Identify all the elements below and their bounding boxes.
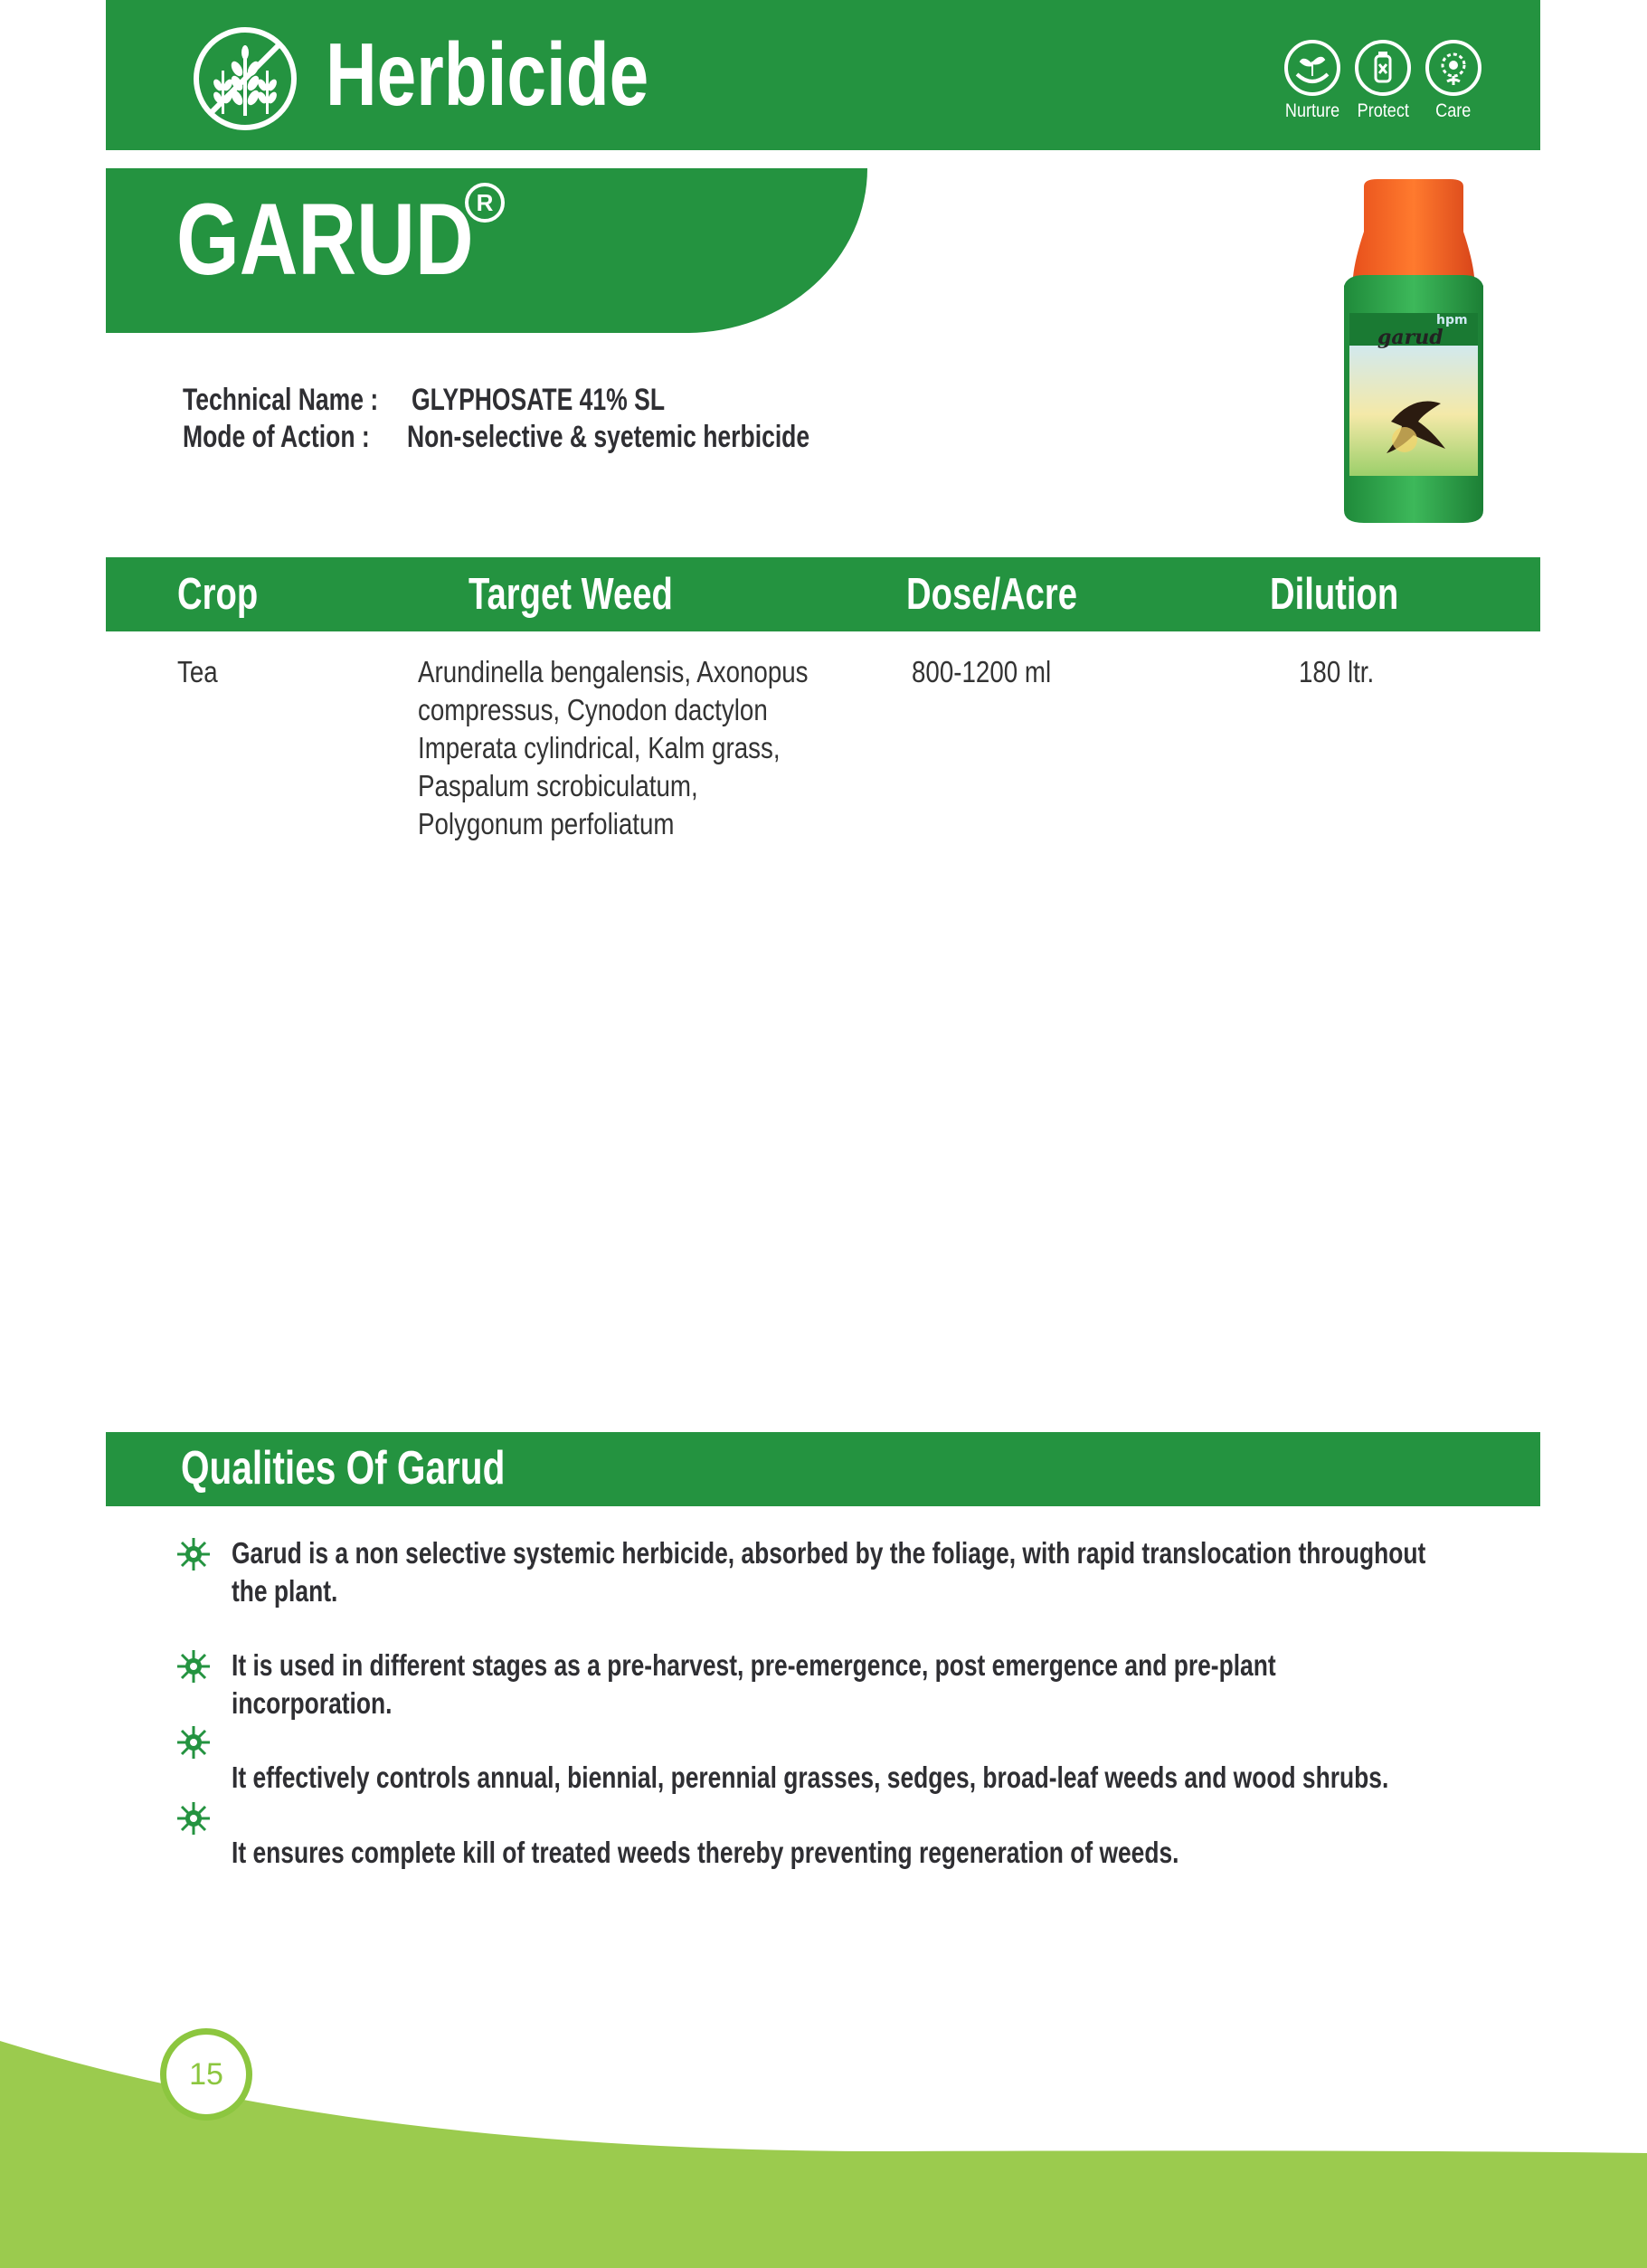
badge-label-protect: Protect	[1357, 100, 1409, 121]
qualities-title: Qualities Of Garud	[181, 1442, 506, 1495]
starburst-bullet-icon	[175, 1800, 212, 1836]
quality-item-4: It ensures complete kill of treated weeds thereby preventing regeneration of weeds.	[232, 1836, 1179, 1869]
table-cell-dose: 800-1200 ml	[912, 655, 1052, 688]
technical-name-line	[183, 381, 888, 419]
quality-item-3: It effectively controls annual, biennial, perennial grasses, sedges, broad-leaf weeds and wood shrubs.	[232, 1760, 1389, 1794]
mode-of-action-line	[183, 418, 888, 456]
starburst-bullet-icon	[175, 1724, 212, 1760]
column-header-dose: Dose/Acre	[906, 570, 1078, 619]
category-title: Herbicide	[326, 24, 649, 124]
product-bottle-image	[1337, 177, 1491, 525]
svg-text:garud: garud	[1377, 326, 1443, 349]
technical-name-label: Technical Name :	[183, 383, 379, 417]
page-number-badge	[160, 2028, 252, 2121]
technical-name-value: GLYPHOSATE 41% SL	[412, 383, 666, 417]
badge-label-care: Care	[1435, 100, 1472, 121]
column-header-target-weed: Target Weed	[469, 570, 673, 619]
header-bar	[106, 0, 1540, 150]
mode-of-action-value: Non-selective & syetemic herbicide	[407, 420, 810, 454]
protect-icon	[1353, 38, 1413, 98]
table-cell-target-weed: Arundinella bengalensis, Axonopus compressus, Cynodon dactylon Imperata cylindrical, Kalm grass, Paspalum scrobiculatum, Polygonum perfoliatum	[418, 655, 809, 840]
starburst-bullet-icon	[175, 1536, 212, 1572]
care-icon	[1424, 38, 1483, 98]
svg-text:hpm: hpm	[1436, 313, 1468, 327]
starburst-bullet-icon	[175, 1648, 212, 1684]
no-weed-wheat-icon	[192, 25, 298, 132]
column-header-dilution: Dilution	[1270, 570, 1399, 619]
table-cell-crop: Tea	[177, 655, 218, 688]
table-cell-dilution: 180 ltr.	[1299, 655, 1375, 688]
column-header-crop: Crop	[177, 570, 259, 619]
mode-of-action-label: Mode of Action :	[183, 420, 370, 454]
page-number: 15	[189, 2057, 223, 2092]
registered-mark: R	[465, 183, 505, 223]
quality-item-1: Garud is a non selective systemic herbicide, absorbed by the foliage, with rapid translocation throughout the plant.	[232, 1536, 1426, 1608]
product-name: GARUD	[176, 183, 474, 296]
badge-label-nurture: Nurture	[1284, 100, 1340, 121]
nurture-icon	[1283, 38, 1342, 98]
quality-item-2: It is used in different stages as a pre-harvest, pre-emergence, post emergence and pre-plant incorporation.	[232, 1648, 1276, 1720]
